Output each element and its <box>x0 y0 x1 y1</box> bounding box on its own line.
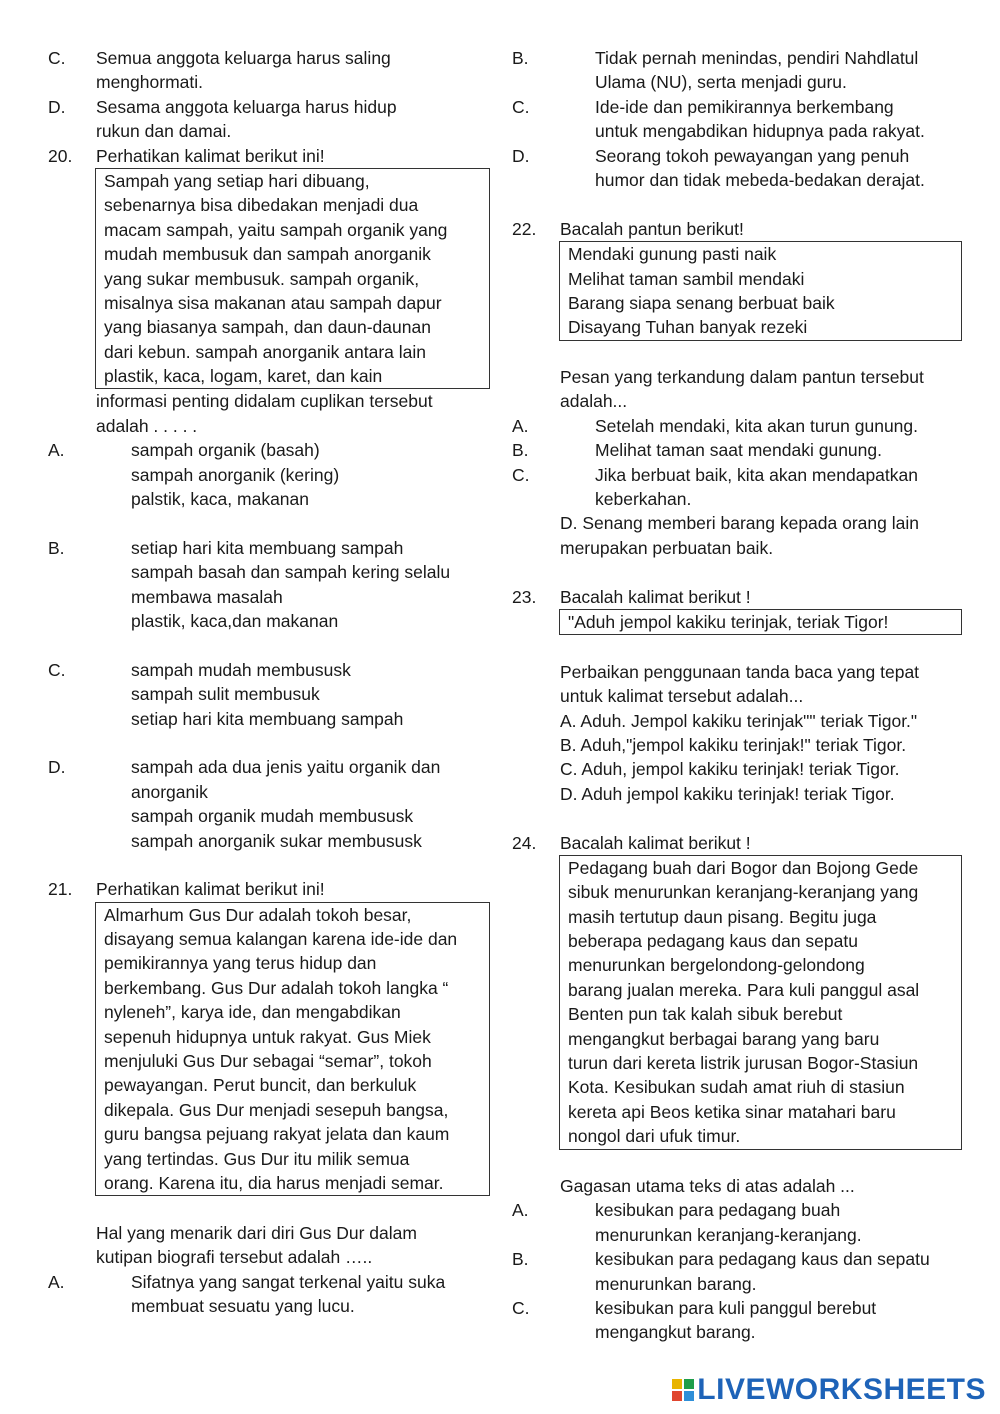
box-line: sebenarnya bisa dibedakan menjadi dua <box>104 195 419 216</box>
q23-prompt: 23. Bacalah kalimat berikut ! <box>512 585 962 609</box>
option-line: humor dan tidak mebeda-bedakan derajat. <box>595 169 925 190</box>
q21-box-wrap <box>48 902 490 1197</box>
box-line: menurunkan bergelondong-gelondong <box>568 955 865 976</box>
question-text: informasi penting didalam cuplikan tersebut <box>96 391 433 412</box>
question-number: 22. <box>512 218 537 239</box>
option-line: membawa masalah <box>131 586 283 607</box>
box-line: plastik, kaca, logam, karet, dan kain <box>104 366 383 387</box>
q22-pantun-box <box>559 241 962 341</box>
box-line: menjuluki Gus Dur sebagai “semar”, tokoh <box>104 1051 432 1072</box>
box-line: pemikirannya yang terus hidup dan <box>104 953 377 974</box>
option-line: rukun dan damai. <box>96 121 232 142</box>
q23-option-d[interactable]: D. Aduh jempol kakiku terinjak! teriak Tigor. <box>560 783 895 804</box>
q20-option-a[interactable]: A. sampah organik (basah) <box>48 440 320 461</box>
q24-option-c[interactable]: C. kesibukan para kuli panggul berebut <box>512 1297 877 1318</box>
box-line: Almarhum Gus Dur adalah tokoh besar, <box>104 904 412 925</box>
q21-option-b[interactable]: B. Tidak pernah menindas, pendiri Nahdlatul <box>512 48 919 68</box>
q21-option-d[interactable]: D. Seorang tokoh pewayangan yang penuh <box>512 145 910 166</box>
box-line: "Aduh jempol kakiku terinjak, teriak Tigor! <box>568 611 889 632</box>
option-line: keberkahan. <box>595 489 692 510</box>
q22-option-d[interactable]: D. Senang memberi barang kepada orang lain <box>560 513 919 534</box>
option-line: mengangkut barang. <box>595 1322 756 1343</box>
box-line: nyleneh”, karya ide, dan mengabdikan <box>104 1002 401 1023</box>
q23-sentence-box <box>559 609 962 635</box>
box-line: nongol dari ufuk timur. <box>568 1126 741 1147</box>
q20-prompt: 20. Perhatikan kalimat berikut ini! <box>48 144 490 168</box>
option-line: merupakan perbuatan baik. <box>560 537 774 558</box>
question-text: Pesan yang terkandung dalam pantun tersebut <box>560 367 924 388</box>
box-line: misalnya sisa makanan atau sampah dapur <box>104 292 442 313</box>
q21-option-a[interactable]: A. Sifatnya yang sangat terkenal yaitu suka <box>48 1271 446 1292</box>
box-line: beberapa pedagang kaus dan sepatu <box>568 931 858 952</box>
q24-option-b[interactable]: B. kesibukan para pedagang kaus dan sepatu <box>512 1249 930 1270</box>
q22-option-a[interactable]: A. Setelah mendaki, kita akan turun gunung. <box>512 415 918 436</box>
question-text: adalah... <box>560 391 628 412</box>
option-line: sampah organik mudah membususk <box>131 806 414 827</box>
box-line: barang jualan mereka. Para kuli panggul asal <box>568 979 920 1000</box>
q19-option-d: D. Sesama anggota keluarga harus hidup <box>48 96 397 117</box>
box-line: Sampah yang setiap hari dibuang, <box>104 170 370 191</box>
box-line: pewayangan. Perut buncit, dan berkuluk <box>104 1075 417 1096</box>
watermark-text: LIVEWORKSHEETS <box>697 1372 986 1406</box>
question-text: kutipan biografi tersebut adalah ….. <box>96 1247 373 1268</box>
option-line: setiap hari kita membuang sampah <box>131 708 404 729</box>
option-line: untuk mengabdikan hidupnya pada rakyat. <box>595 121 925 142</box>
box-line: dikepala. Gus Dur menjadi sesepuh bangsa, <box>104 1099 449 1120</box>
q23-box-wrap <box>512 609 962 635</box>
logo-grid-icon <box>672 1379 694 1401</box>
option-line: sampah basah dan sampah kering selalu <box>131 562 451 583</box>
box-line: Barang siapa senang berbuat baik <box>568 292 835 313</box>
box-line: mengangkut berbagai barang yang baru <box>568 1028 880 1049</box>
q22-prompt: 22. Bacalah pantun berikut! <box>512 217 962 241</box>
option-line: Ulama (NU), serta menjadi guru. <box>595 72 847 93</box>
q24-text-box <box>559 855 962 1150</box>
logo-square-icon <box>672 1391 682 1401</box>
box-line: sepenuh hidupnya untuk rakyat. Gus Miek <box>104 1026 431 1047</box>
box-line: orang. Karena itu, dia harus menjadi semar. <box>104 1172 444 1193</box>
option-line: menurunkan barang. <box>595 1273 757 1294</box>
question-number: 24. <box>512 832 537 853</box>
box-line: yang tertindas. Gus Dur itu milik semua <box>104 1148 410 1169</box>
box-line: sibuk menurunkan keranjang-keranjang yang <box>568 882 919 903</box>
box-line: dari kebun. sampah anorganik antara lain <box>104 341 427 362</box>
q23-option-c[interactable]: C. Aduh, jempol kakiku terinjak! teriak Tigor. <box>560 759 900 780</box>
q22-box-wrap <box>512 241 962 341</box>
question-number: 23. <box>512 586 537 607</box>
q19-option-c: C. Semua anggota keluarga harus saling <box>48 48 391 68</box>
box-line: Mendaki gunung pasti naik <box>568 244 777 265</box>
option-line: palstik, kaca, makanan <box>131 489 310 510</box>
option-line: sampah anorganik sukar membususk <box>131 830 422 851</box>
box-line: macam sampah, yaitu sampah organik yang <box>104 219 448 240</box>
box-line: berkembang. Gus Dur adalah tokoh langka “ <box>104 977 449 998</box>
logo-square-icon <box>684 1379 694 1389</box>
option-line: membuat sesuatu yang lucu. <box>131 1295 355 1316</box>
q20-option-b[interactable]: B. setiap hari kita membuang sampah <box>48 537 404 558</box>
option-line: sampah anorganik (kering) <box>131 464 340 485</box>
q22-option-b[interactable]: B. Melihat taman saat mendaki gunung. <box>512 440 882 461</box>
box-line: yang sukar membusuk. sampah organik, <box>104 268 420 289</box>
box-line: Pedagang buah dari Bogor dan Bojong Gede <box>568 857 919 878</box>
box-line: mudah membusuk dan sampah anorganik <box>104 244 431 265</box>
question-text: untuk kalimat tersebut adalah... <box>560 686 804 707</box>
left-column <box>48 46 490 1318</box>
box-line: disayang semua kalangan karena ide-ide dan <box>104 929 458 950</box>
question-text: Hal yang menarik dari diri Gus Dur dalam <box>96 1222 417 1243</box>
q20-option-c[interactable]: C. sampah mudah membususk <box>48 659 351 680</box>
box-line: Melihat taman sambil mendaki <box>568 268 805 289</box>
question-text: Gagasan utama teks di atas adalah ... <box>560 1175 855 1196</box>
q20-option-d[interactable]: D. sampah ada dua jenis yaitu organik dan <box>48 757 441 778</box>
box-line: guru bangsa pejuang rakyat jelata dan kaum <box>104 1124 450 1145</box>
question-number: 21. <box>48 879 73 900</box>
q21-text-box <box>95 902 490 1197</box>
q24-option-a[interactable]: A. kesibukan para pedagang buah <box>512 1200 841 1221</box>
box-line: Disayang Tuhan banyak rezeki <box>568 317 808 338</box>
q24-box-wrap <box>512 855 962 1150</box>
option-line: anorganik <box>131 781 208 802</box>
q21-option-c[interactable]: C. Ide-ide dan pemikirannya berkembang <box>512 96 894 117</box>
box-line: kereta api Beos ketika sinar matahari baru <box>568 1101 896 1122</box>
q20-box-wrap <box>48 168 490 390</box>
question-text: adalah . . . . . <box>96 415 198 436</box>
q22-option-c[interactable]: C. Jika berbuat baik, kita akan mendapatkan <box>512 464 918 485</box>
q23-option-a[interactable]: A. Aduh. Jempol kakiku terinjak"" teriak Tigor." <box>560 710 918 731</box>
option-line: menghormati. <box>96 72 203 93</box>
q20-text-box <box>95 168 490 390</box>
right-column <box>512 46 962 1345</box>
option-line: plastik, kaca,dan makanan <box>131 610 339 631</box>
option-line: sampah sulit membusuk <box>131 684 320 705</box>
logo-square-icon <box>684 1391 694 1401</box>
box-line: masih tertutup daun pisang. Begitu juga <box>568 906 877 927</box>
question-text: Perbaikan penggunaan tanda baca yang tepat <box>560 661 920 682</box>
q23-option-b[interactable]: B. Aduh,"jempol kakiku terinjak!" teriak Tigor. <box>560 734 907 755</box>
q24-prompt: 24. Bacalah kalimat berikut ! <box>512 831 962 855</box>
q21-prompt: 21. Perhatikan kalimat berikut ini! <box>48 877 490 901</box>
box-line: Kota. Kesibukan sudah amat riuh di stasiun <box>568 1077 905 1098</box>
liveworksheets-logo[interactable] <box>672 1372 986 1406</box>
box-line: yang biasanya sampah, dan daun-daunan <box>104 317 431 338</box>
question-number: 20. <box>48 145 73 166</box>
box-line: Benten pun tak kalah sibuk berebut <box>568 1004 843 1025</box>
option-line: menurunkan keranjang-keranjang. <box>595 1224 862 1245</box>
logo-square-icon <box>672 1379 682 1389</box>
box-line: turun dari kereta listrik jurusan Bogor-Stasiun <box>568 1053 919 1074</box>
